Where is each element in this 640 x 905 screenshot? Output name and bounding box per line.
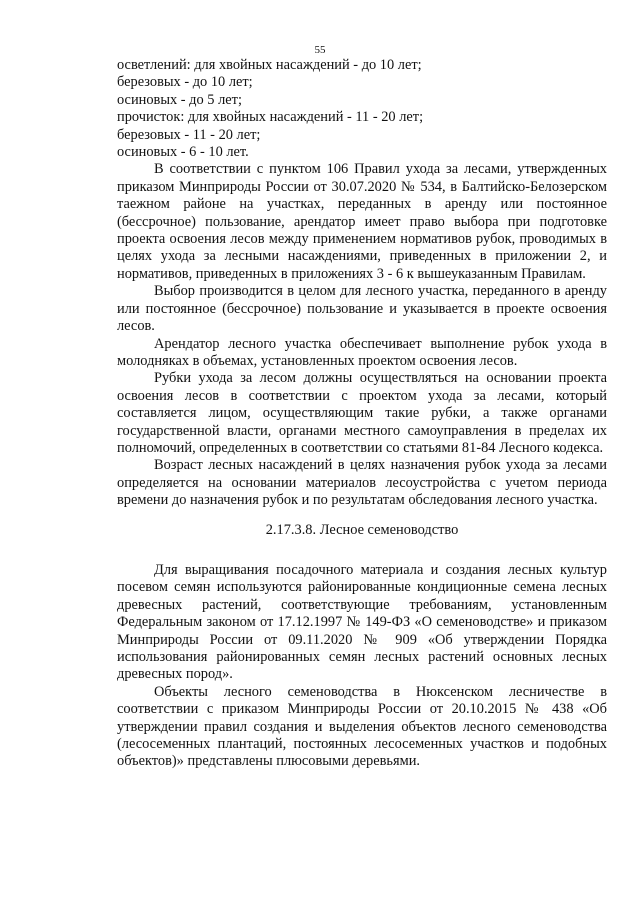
page-number: 55 [314, 44, 326, 56]
paragraph: В соответствии с пунктом 106 Правил ухода за лесами, утвержденных приказом Минприроды России от 30.07.2020 № 534, в Балтийско-Белозерском таежном районе на участках, переданных в аренду или постоянное (бессрочное) пользование, арендатор имеет право выбора при подготовке проекта освоения лесов между применением нормативов рубок, проводимых в целях ухода за лесными насаждениями, приведенных в приложении 2, и нормативов, приведенных в приложениях 3 - 6 к вышеуказанным Правилам. [117, 161, 607, 282]
paragraph: Объекты лесного семеноводства в Нюксенском лесничестве в соответствии с приказом Минприроды России от 20.10.2015 № 438 «Об утверждении правил создания и выделения объектов лесного семеноводства (лесосеменных плантаций, постоянных лесосеменных участков и подобных объектов)» представлены плюсовыми деревьями. [117, 683, 607, 770]
list-item: березовых - 11 - 20 лет; [117, 126, 261, 143]
paragraph: Для выращивания посадочного материала и создания лесных культур посевом семян используются районированные кондиционные семена лесных древесных растений, соответствующие требованиям, установленным Федеральным законом от 17.12.1997 № 149-ФЗ «О семеноводстве» и приказом Минприроды России от 09.11.2020 № 909 «Об утверждении Порядка использования районированных семян лесных растений основных лесных древесных пород». [117, 561, 607, 683]
list-item: осиновых - до 5 лет; [117, 91, 242, 108]
document-body [117, 57, 607, 771]
paragraph: Выбор производится в целом для лесного участка, переданного в аренду или постоянное (бессрочное) пользование и указывается в проекте освоения лесов. [117, 283, 607, 335]
paragraph: Арендатор лесного участка обеспечивает выполнение рубок ухода в молодняках в объемах, установленных проектом освоения лесов. [117, 335, 607, 369]
paragraph: Возраст лесных насаждений в целях назначения рубок ухода за лесами определяется на основании материалов лесоустройства с учетом периода времени до назначения рубок и по результатам обследования лесного участка. [117, 457, 607, 509]
section-heading: 2.17.3.8. Лесное семеноводство [265, 521, 459, 538]
list-item: березовых - до 10 лет; [117, 74, 253, 91]
list-item: осиновых - 6 - 10 лет. [117, 144, 249, 161]
list-item: прочисток: для хвойных насаждений - 11 - 20 лет; [117, 109, 424, 126]
list-item: осветлений: для хвойных насаждений - до 10 лет; [117, 57, 422, 73]
paragraph: Рубки ухода за лесом должны осуществляться на основании проекта освоения лесов в соответствии с проектом ухода за лесами, который составляется лицом, осуществляющим такие рубки, а также органами государственной власти, органами местного самоуправления в пределах их полномочий, определенных в соответствии со статьями 81-84 Лесного кодекса. [117, 370, 607, 456]
